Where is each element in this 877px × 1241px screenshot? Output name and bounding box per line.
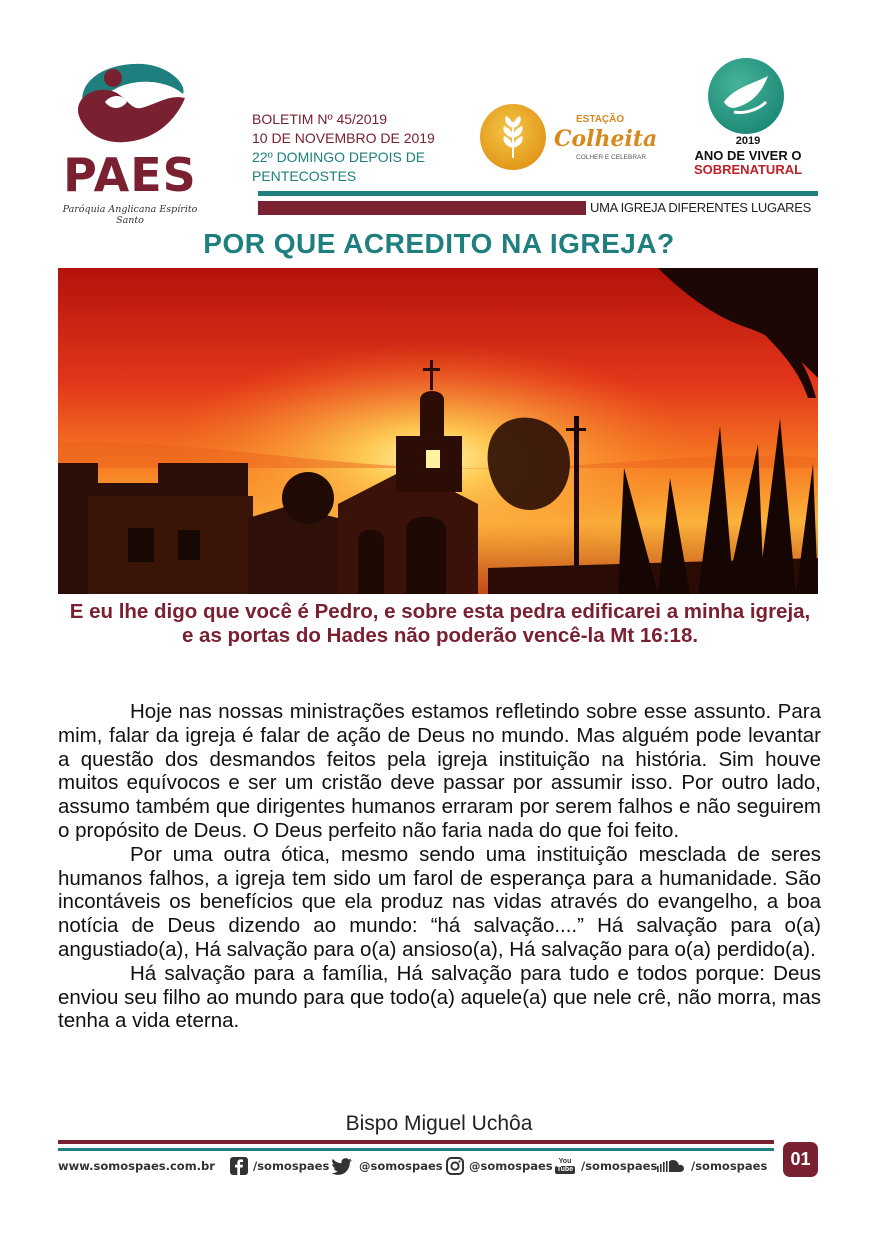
paes-logo <box>55 58 215 228</box>
footer-twitter[interactable] <box>330 1156 443 1176</box>
page-number: 01 <box>783 1142 818 1177</box>
footer-links <box>58 1156 788 1178</box>
paragraph-2: Por uma outra ótica, mesmo sendo uma instituição mesclada de seres humanos falhos, a igreja tem sido um farol de esperança para a humanidade. São incontáveis os benefícios que ela produz nas vidas através do evangelho, a boa notícia de Deus dizendo ao mundo: “há salvação....” Há salvação para o(a) angustiado(a), Há salvação para o(a) ansioso(a), Há salvação para o(a) perdido(a). <box>58 842 821 961</box>
header-divider-red <box>258 201 586 215</box>
footer-youtube[interactable] <box>554 1156 657 1176</box>
bulletin-sunday-line1: 22º DOMINGO DEPOIS DE <box>252 149 426 165</box>
wheat-icon <box>480 104 546 170</box>
twitter-handle[interactable]: @somospaes <box>359 1159 443 1173</box>
ano-sobrenatural-logo <box>678 58 818 180</box>
estacao-colheita-logo <box>480 104 660 172</box>
article-body <box>58 700 821 1033</box>
bible-verse: E eu lhe digo que você é Pedro, e sobre esta pedra edificarei a minha igreja, e as portas do Hades não poderão vencê-la Mt 16:18. <box>69 600 811 647</box>
twitter-icon <box>330 1157 354 1175</box>
soundcloud-handle[interactable]: /somospaes <box>691 1159 768 1173</box>
instagram-handle[interactable]: @somospaes <box>469 1159 553 1173</box>
footer-facebook[interactable] <box>230 1156 329 1176</box>
youtube-icon <box>554 1157 576 1175</box>
youtube-icon-bottom: Tube <box>556 1166 574 1173</box>
colheita-tagline: COLHER E CELEBRAR <box>576 154 647 161</box>
youtube-handle[interactable]: /somospaes <box>581 1159 658 1173</box>
bulletin-date: 10 DE NOVEMBRO DE 2019 <box>252 130 435 146</box>
instagram-icon <box>446 1157 464 1175</box>
paragraph-3: Há salvação para a família, Há salvação para tudo e todos porque: Deus enviou seu filho ao mundo para que todo(a) aquele(a) que nele crê, não morra, mas tenha a vida eterna. <box>58 961 821 1033</box>
facebook-icon <box>230 1157 248 1175</box>
article-author: Bispo Miguel Uchôa <box>345 1112 533 1135</box>
colheita-estacao: ESTAÇÃO <box>576 114 625 125</box>
ano-year: 2019 <box>735 135 761 147</box>
page-title: POR QUE ACREDITO NA IGREJA? <box>203 228 675 259</box>
ano-line1: ANO DE VIVER O <box>694 148 802 163</box>
paragraph-1: Hoje nas nossas ministrações estamos refletindo sobre esse assunto. Para mim, falar da igreja é falar de ação de Deus no mundo. Mas alguém pode levantar a questão dos desmandos feitos pela igreja instituição na história. Sim houve muitos equívocos e ser um cristão deve passar por assumir isso. Por outro lado, assumo também que dirigentes humanos erraram por serem falhos e não seguirem o propósito de Deus. O Deus perfeito não faria nada do que foi feito. <box>58 700 821 842</box>
colheita-word: Colheita <box>554 126 658 152</box>
logo-subtitle: Paróquia Anglicana Espírito Santo <box>62 204 198 226</box>
footer-soundcloud[interactable] <box>656 1156 767 1176</box>
facebook-handle[interactable]: /somospaes <box>253 1159 330 1173</box>
website-link[interactable]: www.somospaes.com.br <box>58 1159 215 1173</box>
footer-website[interactable] <box>58 1156 215 1176</box>
soundcloud-icon <box>656 1157 686 1175</box>
dove-icon <box>65 58 195 153</box>
bulletin-info <box>252 110 482 186</box>
footer-divider-teal <box>58 1148 774 1151</box>
logo-wordmark: PAES <box>63 148 197 202</box>
header-divider-teal <box>258 191 818 196</box>
bird-icon <box>708 58 784 134</box>
ano-line2: SOBRENATURAL <box>693 162 803 177</box>
footer-instagram[interactable] <box>446 1156 553 1176</box>
church-sunset-photo <box>58 268 818 594</box>
bulletin-number: BOLETIM Nº 45/2019 <box>252 111 388 127</box>
footer-divider-red <box>58 1140 774 1144</box>
header-tagline: UMA IGREJA DIFERENTES LUGARES <box>590 200 812 215</box>
bulletin-sunday-line2: PENTECOSTES <box>252 168 357 184</box>
youtube-icon-top: You <box>558 1158 572 1165</box>
